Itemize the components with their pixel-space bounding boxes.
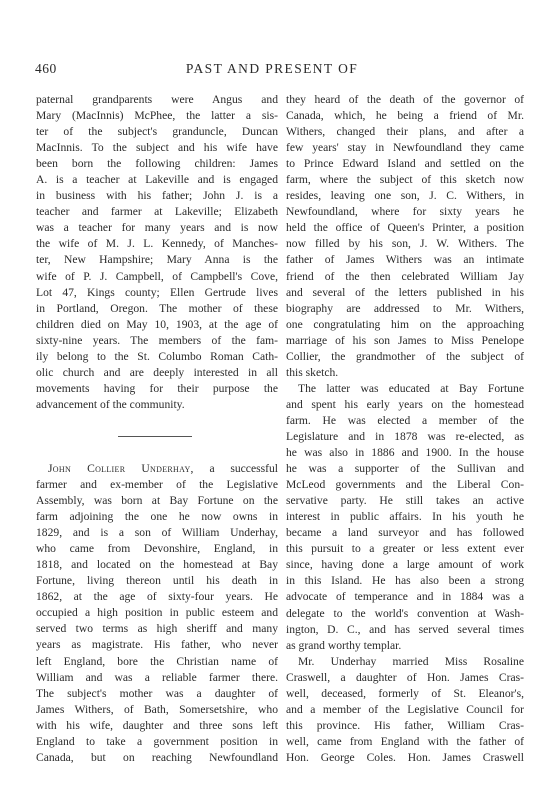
left-column bbox=[36, 92, 278, 766]
text-line: in business with his father; John J. is a bbox=[36, 189, 278, 203]
text-line bbox=[36, 461, 278, 477]
text-line: Mr. Underhay married Miss Rosaline bbox=[298, 654, 524, 668]
text-line: ter, New Hampshire; Mary Anna is the bbox=[36, 253, 278, 267]
text-line: years as magistrate. His father, who never bbox=[36, 638, 278, 652]
text-line: father of James Withers was an intimate bbox=[286, 253, 524, 267]
text-line: William and was a reliable farmer there. bbox=[36, 670, 278, 684]
text-line: farm. He was elected a member of the bbox=[286, 413, 524, 427]
text-line: in this Island. He has also been a strong bbox=[286, 574, 524, 588]
text-line: Canada, which, he being a friend of Mr. bbox=[286, 109, 524, 123]
paragraph-marriage bbox=[286, 654, 524, 766]
text-line: teacher and farmer at Lakeville; Elizabeth bbox=[36, 205, 278, 219]
text-line: England to take a government position in bbox=[36, 734, 278, 748]
text-line: well, deceased, formerly of St. Eleanor's, bbox=[286, 686, 524, 700]
text-line: well, came from England with the father of bbox=[286, 734, 524, 748]
text-line: and a member of the Legislative Council for bbox=[286, 702, 524, 716]
text-line: he was a supporter of the Sullivan and bbox=[286, 462, 524, 476]
text-line: ington, D. C., and has served several times bbox=[286, 622, 524, 636]
text-line: to Prince Edward Island and settled on the bbox=[286, 157, 524, 171]
text-line: resides, leaving one son, J. C. Withers, in bbox=[286, 189, 524, 203]
text-line: 1862, at the age of sixty-four years. He bbox=[36, 590, 278, 604]
text-line: olic church and are deeply interested in all bbox=[36, 365, 278, 379]
text-line: one congratulating him on the approaching bbox=[286, 317, 524, 331]
text-line: delegate to the world's convention at Wash- bbox=[286, 606, 524, 620]
text-line: Newfoundland, where for sixty years he bbox=[286, 205, 524, 219]
text-line: left England, bore the Christian name of bbox=[36, 654, 278, 668]
text-line: the wife of M. J. L. Kennedy, of Manches- bbox=[36, 237, 278, 251]
text-line: advocate of temperance and in 1884 was a bbox=[286, 590, 524, 604]
running-head: PAST AND PRESENT OF bbox=[185, 61, 359, 76]
text-line: James Withers, of Bath, Somersetshire, who bbox=[36, 702, 278, 716]
paragraph-underhay-intro bbox=[36, 461, 278, 766]
text-line: since, having done a large amount of work bbox=[286, 558, 524, 572]
text-fragment: a successful bbox=[209, 461, 278, 475]
text-line: A. is a teacher at Lakeville and is engaged bbox=[36, 173, 278, 187]
text-line: paternal grandparents were Angus and bbox=[36, 93, 278, 106]
text-line: wife of P. J. Campbell, of Campbell's Cove, bbox=[36, 269, 278, 283]
text-line: they heard of the death of the governor of bbox=[286, 93, 524, 106]
text-line: Legislature and in 1878 was re-elected, as bbox=[286, 429, 524, 443]
paragraph-education bbox=[286, 381, 524, 654]
text-line: Hon. George Coles. Hon. James Craswell bbox=[286, 750, 524, 764]
text-line: friend of the then celebrated William Jay bbox=[286, 269, 524, 283]
text-line: Canada, but on reaching Newfoundland bbox=[36, 750, 278, 764]
text-line: biography are addressed to Mr. Withers, bbox=[286, 301, 524, 315]
text-line: few years' stay in Newfoundland they came bbox=[286, 141, 524, 155]
text-line: held the office of Queen's Printer, a position bbox=[286, 221, 524, 235]
page-header bbox=[0, 61, 544, 79]
right-column bbox=[286, 92, 524, 766]
text-line: marriage of his son James to Miss Penelope bbox=[286, 333, 524, 347]
text-line: McLeod governments and the Liberal Con- bbox=[286, 478, 524, 492]
text-line: sixty-nine years. The members of the fam- bbox=[36, 333, 278, 347]
text-line: Craswell, a daughter of Hon. James Cras- bbox=[286, 670, 524, 684]
text-line: with his wife, daughter and three sons left bbox=[36, 718, 278, 732]
text-line: and several of the letters published in his bbox=[286, 285, 524, 299]
text-line: Assembly, was born at Bay Fortune on the bbox=[36, 494, 278, 508]
text-line: children died on May 10, 1903, at the age of bbox=[36, 317, 278, 331]
text-line: ily belong to the St. Columbo Roman Cath- bbox=[36, 349, 278, 363]
text-line: been born the following children: James bbox=[36, 157, 278, 171]
text-line: Lot 47, Kings county; Ellen Gertrude lives bbox=[36, 285, 278, 299]
text-line: now filled by his son, J. W. Withers. The bbox=[286, 237, 524, 251]
text-line: farm adjoining the one he now owns in bbox=[36, 510, 278, 524]
text-line: this pursuit to a greater or less extent ever bbox=[286, 542, 524, 556]
text-line: Fortune, living thereon until his death in bbox=[36, 574, 278, 588]
paragraph-grandparents bbox=[36, 92, 278, 413]
text-line: movements having for their purpose the bbox=[36, 381, 278, 395]
text-line: served two terms as high sheriff and many bbox=[36, 622, 278, 636]
text-line: Collier, the grandmother of the subject of bbox=[286, 349, 524, 363]
text-line: this sketch. bbox=[286, 365, 339, 379]
section-divider bbox=[36, 413, 278, 461]
text-line: as grand worthy templar. bbox=[286, 638, 402, 652]
text-line: and spent his early years on the homestead bbox=[286, 397, 524, 411]
paragraph-withers bbox=[286, 92, 524, 381]
text-line: was a teacher for many years and is now bbox=[36, 221, 278, 235]
text-line: The subject's mother was a daughter of bbox=[36, 686, 278, 700]
text-line: interest in public affairs. In his youth he bbox=[286, 510, 524, 524]
text-line: farm, where the subject of this sketch now bbox=[286, 173, 524, 187]
text-line: advancement of the community. bbox=[36, 397, 185, 411]
text-line: MacInnis. To the subject and his wife have bbox=[36, 141, 278, 155]
text-line: in Portland, Oregon. The mother of these bbox=[36, 301, 278, 315]
text-line: The latter was educated at Bay Fortune bbox=[298, 381, 524, 395]
text-line: who came from Devonshire, England, in bbox=[36, 542, 278, 556]
text-line: 1829, and is a son of William Underhay, bbox=[36, 526, 278, 540]
subject-name: John Collier Underhay, bbox=[48, 461, 194, 475]
text-line: servative party. He still takes an active bbox=[286, 494, 524, 508]
text-line: Withers, changed their plans, and after a bbox=[286, 125, 524, 139]
text-line: farmer and ex-member of the Legislative bbox=[36, 477, 278, 491]
text-line: occupied a high position in public esteem and bbox=[36, 606, 278, 620]
text-line: this province. His father, William Cras- bbox=[286, 718, 524, 732]
text-line: ter of the subject's granduncle, Duncan bbox=[36, 125, 278, 139]
text-line: became a land surveyor and has followed bbox=[286, 526, 524, 540]
text-line: he was also in 1886 and 1900. In the house bbox=[286, 446, 524, 460]
page-number: 460 bbox=[35, 61, 57, 76]
text-line: Mary (MacInnis) McPhee, the latter a sis- bbox=[36, 109, 278, 123]
text-line: 1818, and located on the homestead at Bay bbox=[36, 558, 278, 572]
